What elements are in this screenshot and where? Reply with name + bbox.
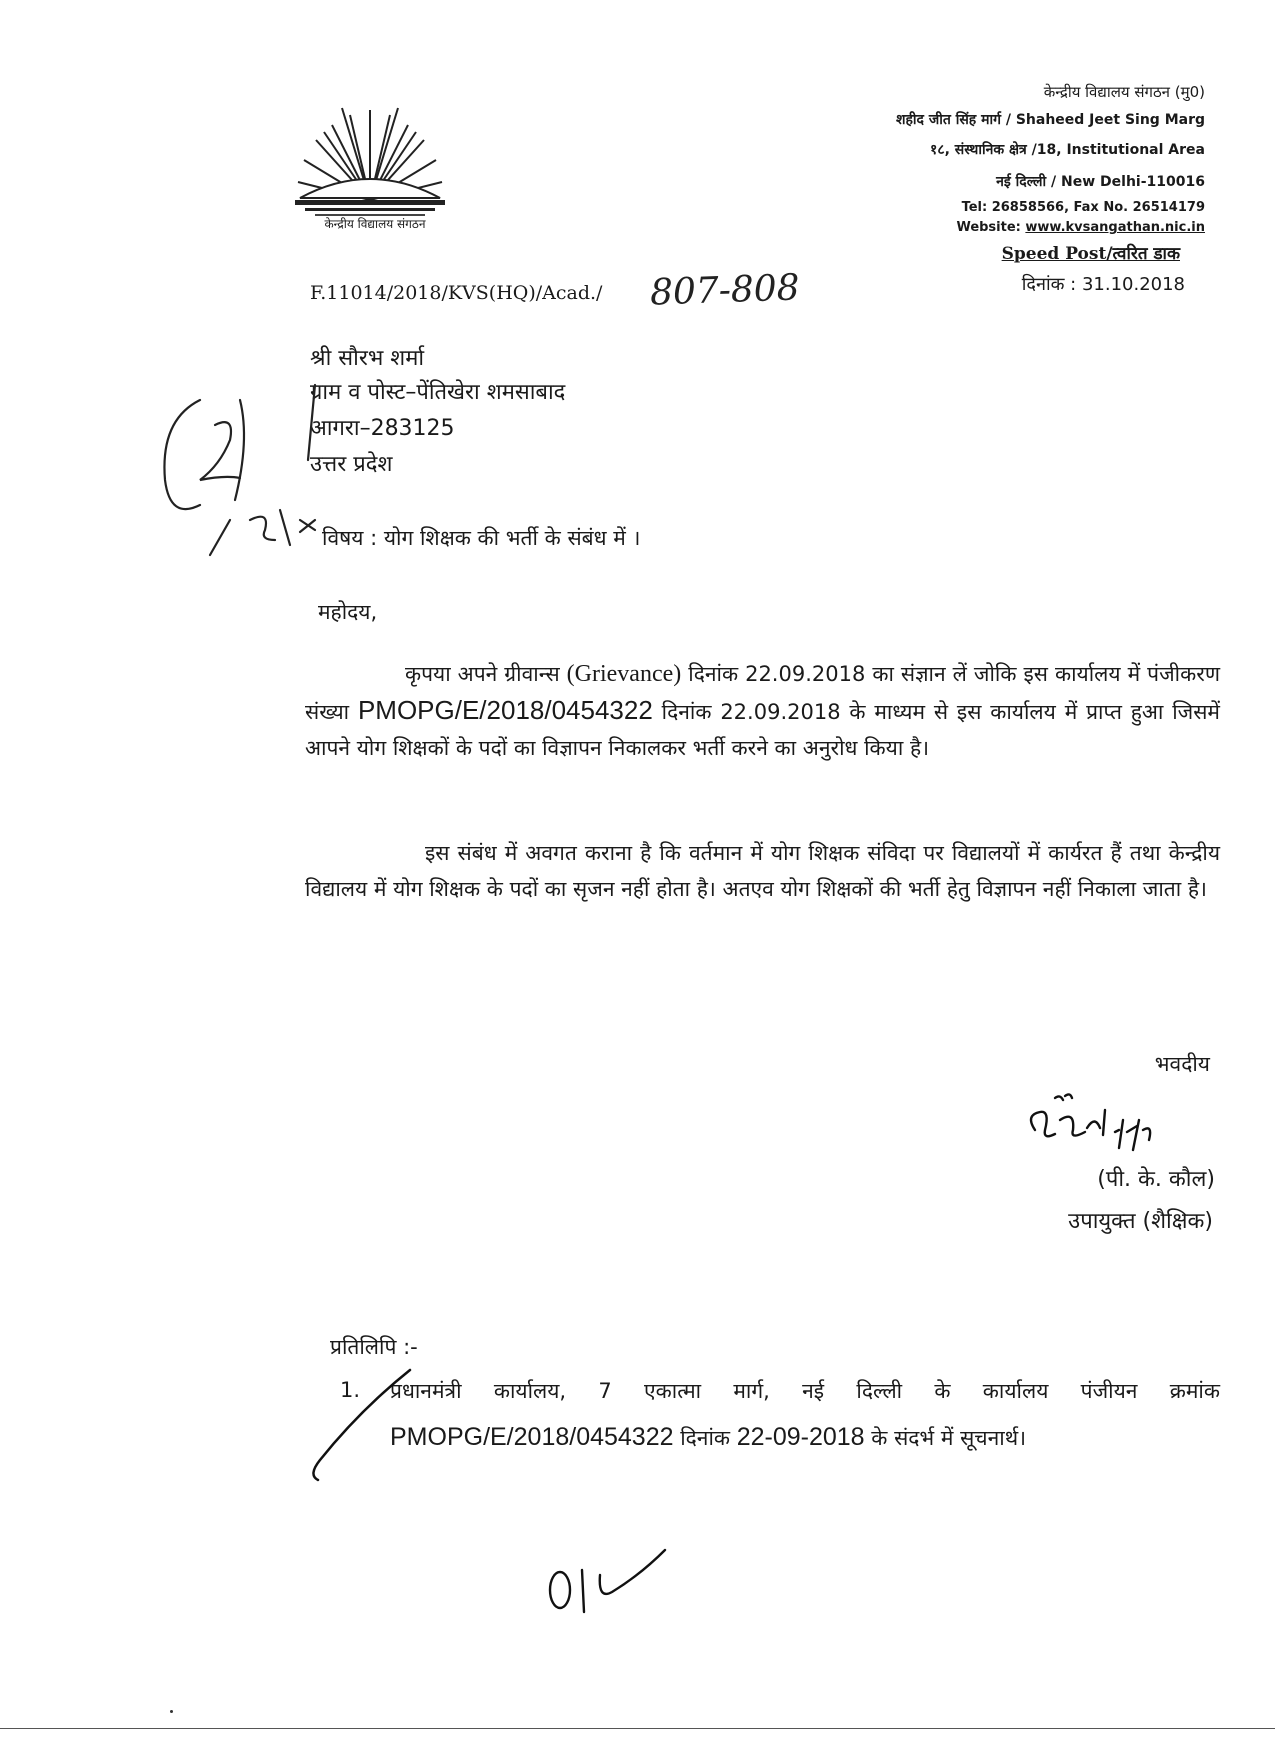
copy-item-text-a: प्रधानमंत्री कार्यालय, 7 एकात्मा मार्ग, नई दिल्ली के कार्यालय पंजीयन क्रमांक xyxy=(390,1379,1220,1403)
file-number: F.11014/2018/KVS(HQ)/Acad./ xyxy=(310,282,603,304)
signatory-designation: उपायुक्त (शैक्षिक) xyxy=(1068,1209,1213,1234)
copy-item-text-e: के संदर्भ में सूचनार्थ। xyxy=(864,1426,1027,1450)
signature xyxy=(1015,1090,1175,1160)
recipient-name: श्री सौरभ शर्मा xyxy=(310,346,425,371)
website xyxy=(956,218,1205,238)
para1-text-a: कृपया अपने ग्रीवान्स xyxy=(405,662,567,686)
copy-item-number: 1. xyxy=(340,1378,361,1402)
signatory-name: (पी. के. कौल) xyxy=(1097,1167,1215,1192)
org-name: केन्द्रीय विद्यालय संगठन (मु0) xyxy=(1043,83,1205,101)
copy-item-1 xyxy=(390,1368,1220,1461)
phone-fax: Tel: 26858566, Fax No. 26514179 xyxy=(961,200,1205,215)
address-area: १८, संस्थानिक क्षेत्र /18, Institutional Area xyxy=(930,142,1205,158)
post-type-label: Speed Post/त्वरित डाक xyxy=(1001,244,1180,264)
copy-item-date: 22-09-2018 xyxy=(736,1423,865,1451)
recipient-village: ग्राम व पोस्ट–पेंतिखेरा शमसाबाद xyxy=(310,380,566,405)
handwritten-strike-mark xyxy=(300,1360,420,1490)
website-label: Website: xyxy=(956,220,1026,235)
logo-caption: केन्द्रीय विद्यालय संगठन xyxy=(324,217,426,231)
para1-text-c: दिनांक 22.09.2018 का संज्ञान लें जोकि इस कार्यालय में पंजीकरण संख्या xyxy=(305,662,1220,724)
copy-item-registration-number: PMOPG/E/2018/0454322 xyxy=(390,1423,674,1451)
body-paragraph-2: इस संबंध में अवगत कराना है कि वर्तमान में योग शिक्षक संविदा पर विद्यालयों में कार्यरत हैं तथा केन्द्रीय विद्यालय में योग शिक्षक के पदों का सृजन नहीं होता है। अतएव योग शिक्षकों की भर्ती हेतु विज्ञापन नहीं निकाला जाता है। xyxy=(305,841,1220,901)
letter-date: दिनांक : 31.10.2018 xyxy=(1021,274,1185,295)
page-mark xyxy=(170,1710,173,1713)
copy-to-heading: प्रतिलिपि :- xyxy=(330,1335,418,1359)
handwritten-ok-mark xyxy=(540,1530,700,1620)
address-city: नई दिल्ली / New Delhi-110016 xyxy=(996,174,1205,190)
para1-grievance: (Grievance) xyxy=(566,661,682,687)
subject-line: विषय : योग शिक्षक की भर्ती के संबंध में । xyxy=(322,526,641,550)
website-link[interactable]: www.kvsangathan.nic.in xyxy=(1025,220,1205,235)
post-type xyxy=(1002,244,1180,264)
handwritten-annotation xyxy=(140,380,320,570)
salutation: महोदय, xyxy=(318,600,378,624)
recipient-state: उत्तर प्रदेश xyxy=(310,452,393,477)
recipient-city: आगरा–283125 xyxy=(310,416,455,441)
copy-item-text-c: दिनांक xyxy=(673,1426,737,1450)
closing-yours: भवदीय xyxy=(1154,1052,1210,1076)
file-number-handwritten: 807-808 xyxy=(649,267,801,314)
bottom-rule xyxy=(0,1728,1275,1729)
address-street: शहीद जीत सिंह मार्ग / Shaheed Jeet Sing Marg xyxy=(895,112,1205,128)
body-paragraph-1 xyxy=(305,656,1220,766)
para1-text-e: दिनांक 22.09.2018 के माध्यम से इस कार्यालय में प्राप्त हुआ जिसमें आपने योग शिक्षकों के पदों का विज्ञापन निकालकर भर्ती करने का अनुरोध किया है। xyxy=(305,700,1220,760)
para1-registration-number: PMOPG/E/2018/0454322 xyxy=(357,695,653,725)
